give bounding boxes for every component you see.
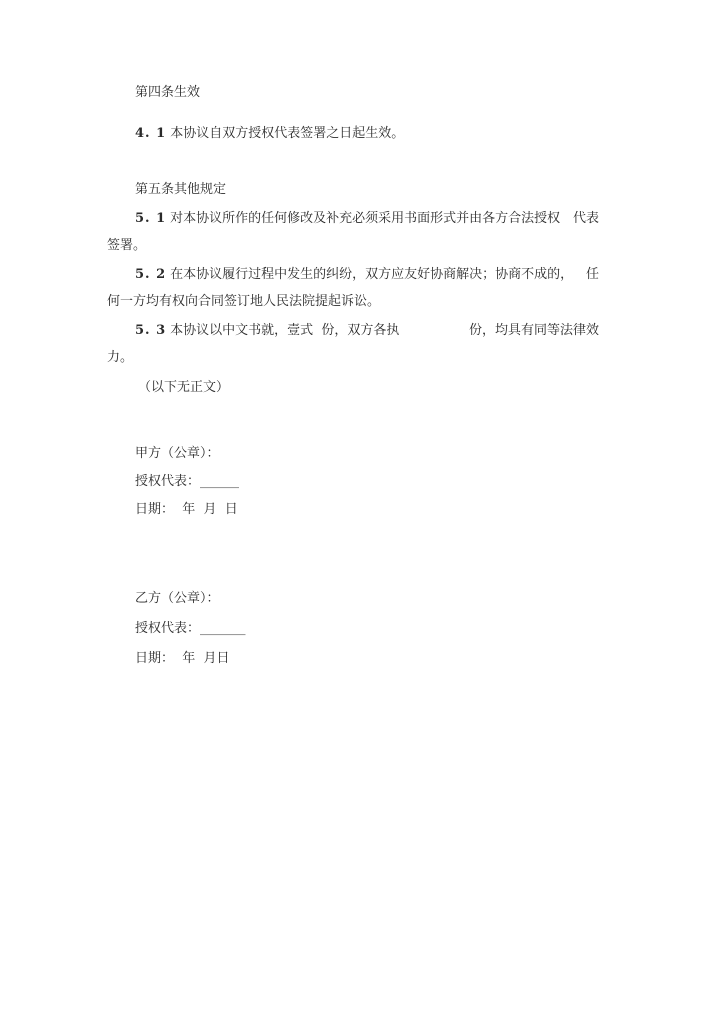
clause-4-1 (135, 125, 404, 143)
clause-5-1-number: 5. 1 (135, 211, 167, 226)
article4-heading: 第四条生效 (135, 85, 201, 100)
clause-5-2-text-end: 任 (585, 267, 599, 282)
end-note: （以下无正文） (138, 380, 230, 395)
clause-4-1-text: 本协议自双方授权代表签署之日起生效。 (170, 126, 405, 141)
clause-5-3-number: 5. 3 (135, 323, 167, 338)
party-a-date: 日期： 年 月 日 (135, 502, 238, 517)
clause-5-1-continuation: 签署。 (107, 238, 147, 253)
party-a-representative: 授权代表：______ (135, 474, 240, 489)
clause-5-3-continuation: 力。 (107, 350, 134, 365)
clause-5-2-text: 在本协议履行过程中发生的纠纷，双方应友好协商解决；协商不成的， (170, 267, 574, 282)
article5-heading: 第五条其他规定 (135, 182, 227, 197)
clause-5-2 (135, 266, 599, 284)
party-b-representative: 授权代表：_______ (135, 621, 246, 636)
clause-5-1 (135, 210, 599, 228)
party-a-name: 甲方（公章）： (135, 446, 220, 461)
clause-5-3-text: 本协议以中文书就，壹式 份，双方各执 (170, 323, 400, 338)
clause-5-1-text-end: 代表 (572, 211, 599, 226)
clause-5-2-continuation: 何一方均有权向合同签订地人民法院提起诉讼。 (107, 294, 381, 309)
clause-4-1-number: 4. 1 (135, 126, 167, 141)
clause-5-3 (135, 322, 599, 340)
clause-5-3-text-end: 份，均具有同等法律效 (468, 323, 599, 338)
party-b-date: 日期： 年 月日 (135, 651, 230, 666)
clause-5-2-number: 5. 2 (135, 267, 167, 282)
party-b-name: 乙方（公章）： (135, 591, 220, 606)
clause-5-1-text: 对本协议所作的任何修改及补充必须采用书面形式并由各方合法授权 (170, 211, 561, 226)
